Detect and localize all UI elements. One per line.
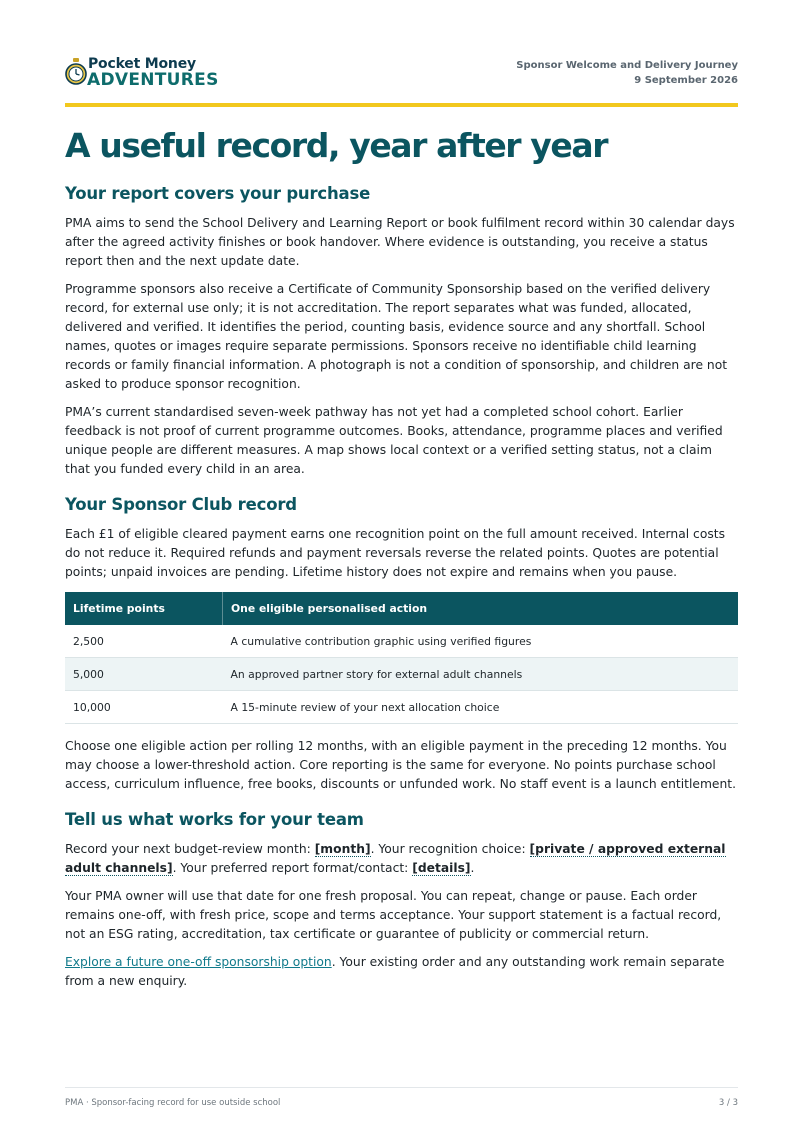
section-report (65, 182, 738, 479)
page-number: 3 / 3 (718, 1098, 738, 1108)
section-team (65, 808, 738, 991)
paragraph (65, 840, 738, 878)
section-sponsor-club (65, 493, 738, 794)
paragraph-text: . Your recognition choice: (370, 842, 530, 856)
document-title: Sponsor Welcome and Delivery Journey (516, 60, 738, 71)
paragraph-text: . (470, 861, 475, 875)
table-row (65, 691, 738, 724)
table-cell: A cumulative contribution graphic using verified figures (223, 625, 739, 658)
budget-month-field[interactable]: [month] (314, 842, 371, 856)
page-footer (65, 1087, 738, 1108)
logo-wordmark-bottom: ADVENTURES (87, 70, 219, 90)
paragraph-text: Record your next budget-review month: (65, 842, 315, 856)
page-title: A useful record, year after year (65, 126, 608, 165)
table-cell: An approved partner story for external adult channels (223, 658, 739, 691)
table-cell: 10,000 (65, 691, 223, 724)
table-header-row (65, 592, 738, 625)
paragraph: PMA’s current standardised seven-week pathway has not yet had a completed school cohort. Earlier feedback is not proof of current programme outcomes. Books, attendance, programme places and verified unique people are different measures. A map shows local context or a verified setting status, not a claim that you funded every child in an area. (65, 405, 723, 476)
paragraph: Choose one eligible action per rolling 12 months, with an eligible payment in the preceding 12 months. You may choose a lower-threshold action. Core reporting is the same for everyone. No points purchase school access, curriculum influence, free books, discounts or unfunded work. No staff event is a launch entitlement. (65, 739, 737, 791)
table-cell: 5,000 (65, 658, 223, 691)
section-heading: Your report covers your purchase (65, 184, 371, 203)
document-date: 9 September 2026 (634, 75, 738, 86)
section-heading: Tell us what works for your team (65, 810, 364, 829)
recognition-choice-field[interactable]: [private / approved external adult channels] (65, 842, 726, 875)
paragraph: Each £1 of eligible cleared payment earns one recognition point on the full amount received. Internal costs do not reduce it. Required refunds and payment reversals reverse the related points. Quotes are potential points; unpaid invoices are pending. Lifetime history does not expire and remains when you pause. (65, 527, 725, 579)
table-row (65, 625, 738, 658)
footer-text: PMA · Sponsor-facing record for use outside school (65, 1098, 281, 1108)
header-divider (65, 103, 738, 107)
report-contact-field[interactable]: [details] (412, 861, 471, 875)
paragraph: Your PMA owner will use that date for one fresh proposal. You can repeat, change or pause. Each order remains one-off, with fresh price, scope and terms acceptance. Your support statement is a factual record, not an ESG rating, accreditation, tax certificate or guarantee of publicity or commercial return. (65, 889, 722, 941)
logo-wordmark-top: Pocket Money (88, 56, 196, 72)
table-row (65, 658, 738, 691)
paragraph (65, 953, 738, 991)
paragraph: PMA aims to send the School Delivery and Learning Report or book fulfilment record within 30 calendar days after the agreed activity finishes or book handover. Where evidence is outstanding, you receive a status report then and the next update date. (65, 216, 735, 268)
header-meta (516, 58, 738, 88)
table-cell: A 15-minute review of your next allocation choice (223, 691, 739, 724)
points-table (65, 592, 738, 724)
paragraph-text: . Your existing order and any outstanding work remain separate from a new enquiry. (65, 955, 725, 988)
column-header: One eligible personalised action (223, 592, 739, 625)
main-content (65, 182, 738, 1000)
logo (65, 55, 245, 95)
pocket-watch-icon (65, 58, 87, 88)
paragraph-text: . Your preferred report format/contact: (172, 861, 413, 875)
paragraph: Programme sponsors also receive a Certificate of Community Sponsorship based on the verified delivery record, for external use only; it is not accreditation. The report separates what was funded, allocated, delivered and verified. It identifies the period, counting basis, evidence source and any shortfall. School names, quotes or images require separate permissions. Sponsors receive no identifiable child learning records or family financial information. A photograph is not a condition of sponsorship, and children are not asked to produce sponsor recognition. (65, 282, 728, 391)
explore-sponsorship-link[interactable]: Explore a future one-off sponsorship option (65, 955, 332, 969)
section-heading: Your Sponsor Club record (65, 495, 297, 514)
column-header: Lifetime points (65, 592, 223, 625)
page-header (65, 55, 738, 105)
table-cell: 2,500 (65, 625, 223, 658)
